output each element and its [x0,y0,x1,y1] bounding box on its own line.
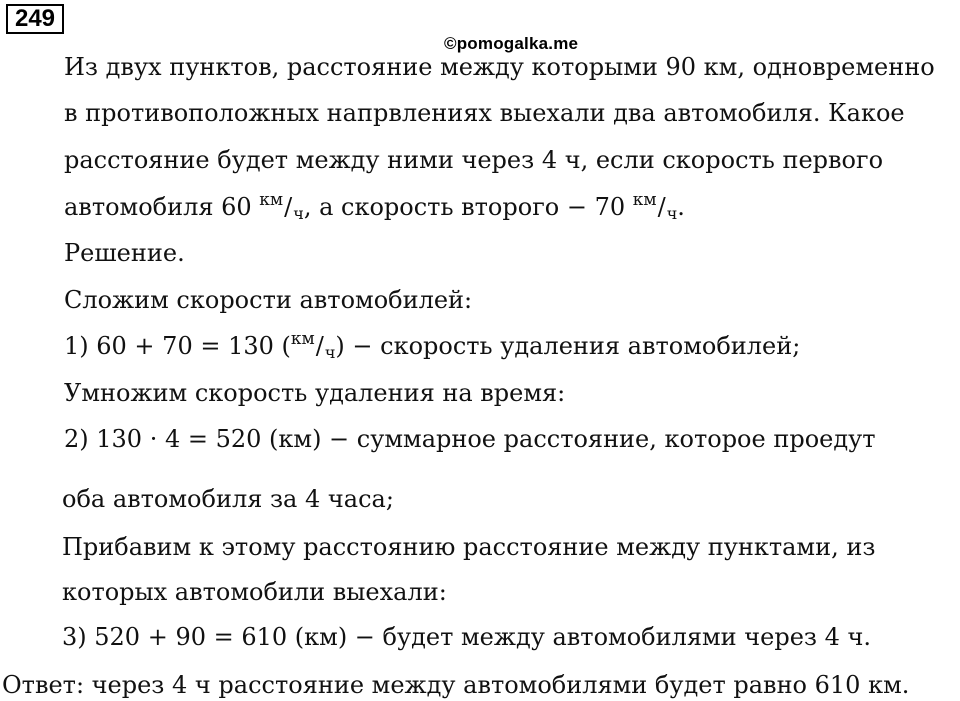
problem-text-line-4 [64,192,685,225]
solution-step-1 [64,331,800,364]
unit-slash: / [315,332,324,360]
problem-text-line-3: расстояние будет между ними через 4 ч, если скорость первого [64,146,884,174]
unit-numerator: км [290,329,315,349]
problem-text-line-2: в противоположных напрвлениях выехали два автомобиля. Какое [64,99,905,127]
speed-unit-2 [633,192,678,225]
unit-denominator: ч [324,343,336,362]
solution-step-3: 3) 520 + 90 = 610 (км) − будет между автомобилями через 4 ч. [62,623,872,651]
solution-step-intro-3: Прибавим к этому расстоянию расстояние между пунктами, из [62,533,876,561]
unit-numerator: км [259,190,284,210]
step-1-part-2: ) − скорость удаления автомобилей; [335,332,801,360]
solution-step-2: 2) 130 · 4 = 520 (км) − суммарное расстояние, которое проедут [64,425,876,453]
solution-step-intro-2: Умножим скорость удаления на время: [64,379,566,407]
unit-numerator: км [632,190,657,210]
line-4-part-2: , а скорость второго − 70 [303,193,633,221]
unit-denominator: ч [293,204,304,223]
solution-step-intro-3-continued: которых автомобили выехали: [62,578,447,606]
answer-line: Ответ: через 4 ч расстояние между автомобилями будет равно 610 км. [2,671,910,699]
unit-slash: / [657,193,666,221]
speed-unit-3 [291,331,336,364]
line-4-part-1: автомобиля 60 [64,193,260,221]
solution-step-intro-1: Сложим скорости автомобилей: [64,286,473,314]
unit-slash: / [284,193,293,221]
line-4-part-3: . [677,193,685,221]
problem-text-line-1: Из двух пунктов, расстояние между которыми 90 км, одновременно [64,53,935,81]
speed-unit-1 [259,192,304,225]
solution-heading: Решение. [64,239,185,267]
unit-denominator: ч [666,204,678,223]
watermark: ©pomogalka.me [444,34,579,53]
solution-step-2-continued: оба автомобиля за 4 часа; [62,485,394,513]
problem-number: 249 [6,4,64,34]
step-1-part-1: 1) 60 + 70 = 130 ( [64,332,291,360]
